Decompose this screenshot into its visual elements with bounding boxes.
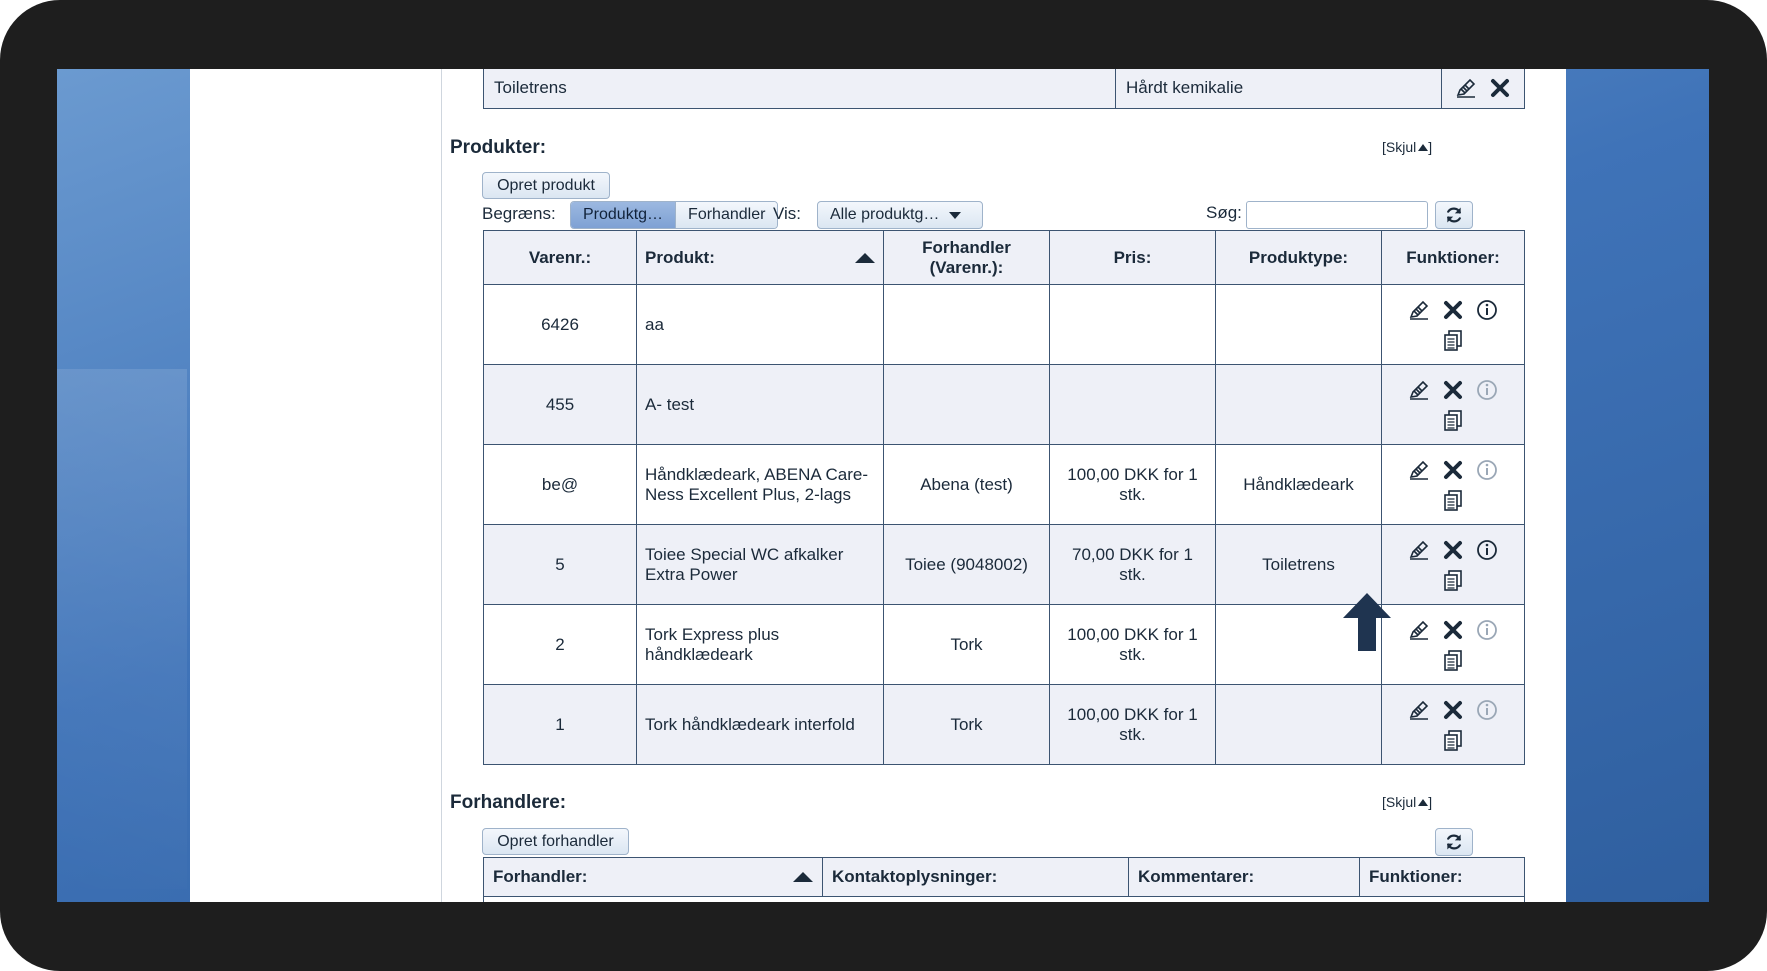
cell-varenr: 5 [484,525,637,605]
product-row [484,685,1525,765]
cell-varenr: be@ [484,445,637,525]
chevron-down-icon [949,212,961,219]
cell-produkt: Tork Express plus håndklædeark [637,605,884,685]
product-row [484,445,1525,525]
delete-x-icon[interactable] [1488,76,1512,100]
cell-forhandler [884,365,1050,445]
view-label: Vis: [773,204,802,223]
edit-pencil-icon[interactable] [1407,698,1431,722]
edit-pencil-icon[interactable] [1407,298,1431,322]
cell-varenr: 455 [484,365,637,445]
main-content [442,69,1566,902]
cell-pris: 100,00 DKK for 1 stk. [1050,685,1216,765]
refresh-icon [1444,205,1464,225]
cell-produkttype: Toiletrens [1216,525,1382,605]
copy-document-icon[interactable] [1441,328,1465,352]
edit-pencil-icon[interactable] [1407,458,1431,482]
col-forhandler[interactable]: Forhandler (Varenr.): [884,231,1050,285]
dealers-title: Forhandlere: [450,792,567,813]
cell-produkttype [1216,285,1382,365]
cell-pris: 100,00 DKK for 1 stk. [1050,605,1216,685]
col-produkt-label: Produkt: [645,247,715,267]
cell-produkt: Tork håndklædeark interfold [637,685,884,765]
create-product-button[interactable]: Opret produkt [482,172,610,199]
edit-pencil-icon[interactable] [1407,538,1431,562]
delete-x-icon[interactable] [1441,618,1465,642]
top-row [484,69,1525,109]
top-row-functions [1442,69,1525,109]
cell-pris [1050,365,1216,445]
left-panel [190,69,442,902]
product-row [484,285,1525,365]
col-varenr[interactable]: Varenr.: [484,231,637,285]
top-row-name: Toiletrens [484,69,1116,109]
cell-produkt: aa [637,285,884,365]
copy-document-icon[interactable] [1441,568,1465,592]
cell-functions [1382,605,1525,685]
cell-produkttype [1216,685,1382,765]
col-produkt[interactable] [637,231,884,285]
col-produkttype[interactable]: Produktype: [1216,231,1382,285]
create-dealer-button[interactable]: Opret forhandler [482,828,629,855]
products-header-row [484,231,1525,285]
view-select-value: Alle produktg… [830,206,940,223]
col-contact[interactable]: Kontaktoplysninger: [823,858,1129,897]
search-label: Søg: [1206,203,1242,222]
screen [57,69,1709,902]
copy-document-icon[interactable] [1441,648,1465,672]
dealers-hide-label: [Skjul [1382,794,1417,810]
collapse-arrow-icon [1418,144,1428,151]
cell-produkt: Toiee Special WC afkalker Extra Power [637,525,884,605]
cell-produkt: Håndklædeark, ABENA Care-Ness Excellent Plus, 2-lags [637,445,884,525]
cell-forhandler: Toiee (9048002) [884,525,1050,605]
collapse-arrow-icon [1418,799,1428,806]
dealers-row-cell [484,897,1525,903]
info-icon[interactable] [1475,298,1499,322]
delete-x-icon[interactable] [1441,378,1465,402]
col-dealer-functions: Funktioner: [1360,858,1525,897]
cell-produkttype: Håndklædeark [1216,445,1382,525]
cell-functions [1382,445,1525,525]
edit-pencil-icon[interactable] [1407,378,1431,402]
col-dealer-label: Forhandler: [493,867,588,886]
col-funktioner: Funktioner: [1382,231,1525,285]
cell-varenr: 6426 [484,285,637,365]
refresh-button[interactable] [1435,201,1473,229]
info-icon[interactable] [1475,538,1499,562]
dealers-hide-toggle[interactable]: [Skjul ] [1382,794,1433,810]
cell-produkttype [1216,365,1382,445]
edit-pencil-icon[interactable] [1454,76,1478,100]
limit-label: Begræns: [482,204,556,223]
delete-x-icon[interactable] [1441,298,1465,322]
copy-document-icon[interactable] [1441,488,1465,512]
copy-document-icon[interactable] [1441,728,1465,752]
delete-x-icon[interactable] [1441,698,1465,722]
cell-varenr: 2 [484,605,637,685]
dealers-table [483,857,1525,902]
cell-forhandler: Tork [884,605,1050,685]
copy-document-icon[interactable] [1441,408,1465,432]
limit-segment [570,201,778,229]
edit-pencil-icon[interactable] [1407,618,1431,642]
col-comments[interactable]: Kommentarer: [1129,858,1360,897]
view-select[interactable] [817,201,983,229]
cell-produkt: A- test [637,365,884,445]
sort-ascending-icon [855,253,875,263]
info-icon[interactable] [1475,458,1499,482]
limit-tab-dealer[interactable]: Forhandler [676,202,777,228]
cell-pris: 100,00 DKK for 1 stk. [1050,445,1216,525]
products-hide-label: [Skjul [1382,139,1417,155]
delete-x-icon[interactable] [1441,458,1465,482]
cell-functions [1382,525,1525,605]
cell-varenr: 1 [484,685,637,765]
dealers-header-row [484,858,1525,897]
col-dealer[interactable] [484,858,823,897]
products-table [483,230,1525,765]
cell-forhandler [884,285,1050,365]
cell-functions [1382,365,1525,445]
info-icon[interactable] [1475,618,1499,642]
search-input[interactable] [1246,201,1428,229]
annotation-arrow-icon [1343,593,1391,651]
products-hide-toggle[interactable]: [Skjul ] [1382,139,1433,155]
cell-forhandler: Tork [884,685,1050,765]
delete-x-icon[interactable] [1441,538,1465,562]
refresh-icon [1444,832,1464,852]
products-title: Produkter: [450,137,547,158]
page [190,69,1566,902]
info-icon[interactable] [1475,378,1499,402]
cell-forhandler: Abena (test) [884,445,1050,525]
cell-pris [1050,285,1216,365]
sort-ascending-icon [793,872,813,882]
dealers-row [484,897,1525,903]
dealers-refresh-button[interactable] [1435,828,1473,856]
cell-pris: 70,00 DKK for 1 stk. [1050,525,1216,605]
cell-functions [1382,285,1525,365]
limit-tab-product-group[interactable]: Produktg… [571,202,676,228]
top-table [483,69,1525,109]
cell-functions [1382,685,1525,765]
product-row [484,365,1525,445]
top-row-type: Hårdt kemikalie [1116,69,1442,109]
col-pris[interactable]: Pris: [1050,231,1216,285]
info-icon[interactable] [1475,698,1499,722]
